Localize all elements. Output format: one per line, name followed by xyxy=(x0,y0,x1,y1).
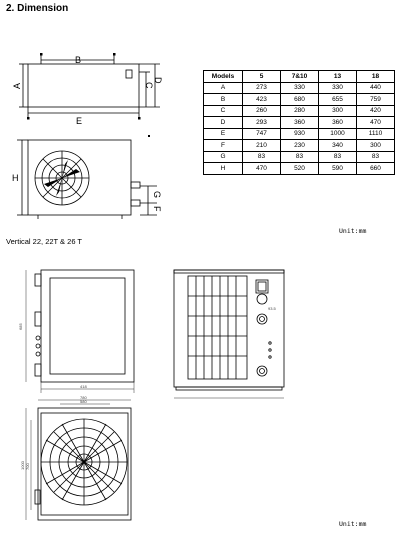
rear-view-drawing xyxy=(174,270,284,398)
vertical-models-subtitle: Vertical 22, 22T & 26 T xyxy=(6,237,83,246)
table-cell: 280 xyxy=(281,105,319,117)
side-depth-dim: 418 xyxy=(80,384,87,389)
side-view-drawing xyxy=(26,270,134,393)
table-cell: 590 xyxy=(319,163,357,175)
top-width-dim: 780 xyxy=(80,395,87,400)
table-cell: 293 xyxy=(243,117,281,129)
table-cell: 300 xyxy=(319,105,357,117)
dim-label-e: E xyxy=(76,116,83,126)
table-row xyxy=(204,105,395,117)
table-cell: 747 xyxy=(243,128,281,140)
table-cell: 83 xyxy=(357,151,395,163)
section-title: 2. Dimension xyxy=(6,3,69,14)
table-cell: 520 xyxy=(281,163,319,175)
table-cell: G xyxy=(204,151,243,163)
table-row xyxy=(204,163,395,175)
table-row xyxy=(204,117,395,129)
dim-label-c: C xyxy=(144,82,154,89)
table-row xyxy=(204,128,395,140)
table-row xyxy=(204,82,395,94)
dim-label-f: F xyxy=(152,206,162,212)
table-cell: 655 xyxy=(319,94,357,106)
table-cell: 330 xyxy=(281,82,319,94)
table-cell: D xyxy=(204,117,243,129)
table-header-cell: 5 xyxy=(243,71,281,83)
top-depth-dim: 1000 xyxy=(20,461,25,470)
table-cell: 1000 xyxy=(319,128,357,140)
dim-label-a: A xyxy=(12,82,22,89)
models-dimension-table xyxy=(203,70,395,175)
table-cell: 930 xyxy=(281,128,319,140)
table-cell: 83 xyxy=(281,151,319,163)
table-row xyxy=(204,140,395,152)
top-side-dim: 700 xyxy=(25,463,30,470)
dim-label-h: H xyxy=(12,173,19,183)
dim-label-g: G xyxy=(152,191,162,199)
table-header-cell: 13 xyxy=(319,71,357,83)
front-height-dim: 685 xyxy=(18,323,23,330)
top-view-drawing xyxy=(19,55,160,118)
table-cell: B xyxy=(204,94,243,106)
table-cell: 360 xyxy=(281,117,319,129)
table-cell: 420 xyxy=(357,105,395,117)
table-cell: H xyxy=(204,163,243,175)
table-row xyxy=(204,151,395,163)
table-cell: 470 xyxy=(243,163,281,175)
table-header-cell: 18 xyxy=(357,71,395,83)
front-view-drawing xyxy=(17,140,157,219)
top-fan-view-drawing xyxy=(26,400,131,520)
table-cell: 423 xyxy=(243,94,281,106)
dim-label-b: B xyxy=(75,55,82,65)
table-cell: C xyxy=(204,105,243,117)
table-header-cell: 7&10 xyxy=(281,71,319,83)
table-cell: 300 xyxy=(357,140,395,152)
table-cell: 660 xyxy=(357,163,395,175)
table-row xyxy=(204,94,395,106)
table-cell: 1110 xyxy=(357,128,395,140)
unit-label-bottom: Unit:mm xyxy=(339,520,367,528)
side-offset-dim: 93.5 xyxy=(268,306,276,311)
unit-label-top: Unit:mm xyxy=(339,227,367,235)
top-inner-dim: 580 xyxy=(80,399,87,404)
table-header-row xyxy=(204,71,395,83)
table-cell: 470 xyxy=(357,117,395,129)
table-cell: 340 xyxy=(319,140,357,152)
table-cell: 273 xyxy=(243,82,281,94)
table-cell: 440 xyxy=(357,82,395,94)
table-cell: E xyxy=(204,128,243,140)
dim-label-d: D xyxy=(153,77,163,84)
table-cell: 260 xyxy=(243,105,281,117)
table-cell: 210 xyxy=(243,140,281,152)
table-cell: 230 xyxy=(281,140,319,152)
table-cell: 360 xyxy=(319,117,357,129)
table-cell: 680 xyxy=(281,94,319,106)
table-cell: 83 xyxy=(319,151,357,163)
table-cell: 759 xyxy=(357,94,395,106)
table-cell: 330 xyxy=(319,82,357,94)
table-cell: F xyxy=(204,140,243,152)
table-header-cell: Models xyxy=(204,71,243,83)
table-cell: 83 xyxy=(243,151,281,163)
table-cell: A xyxy=(204,82,243,94)
